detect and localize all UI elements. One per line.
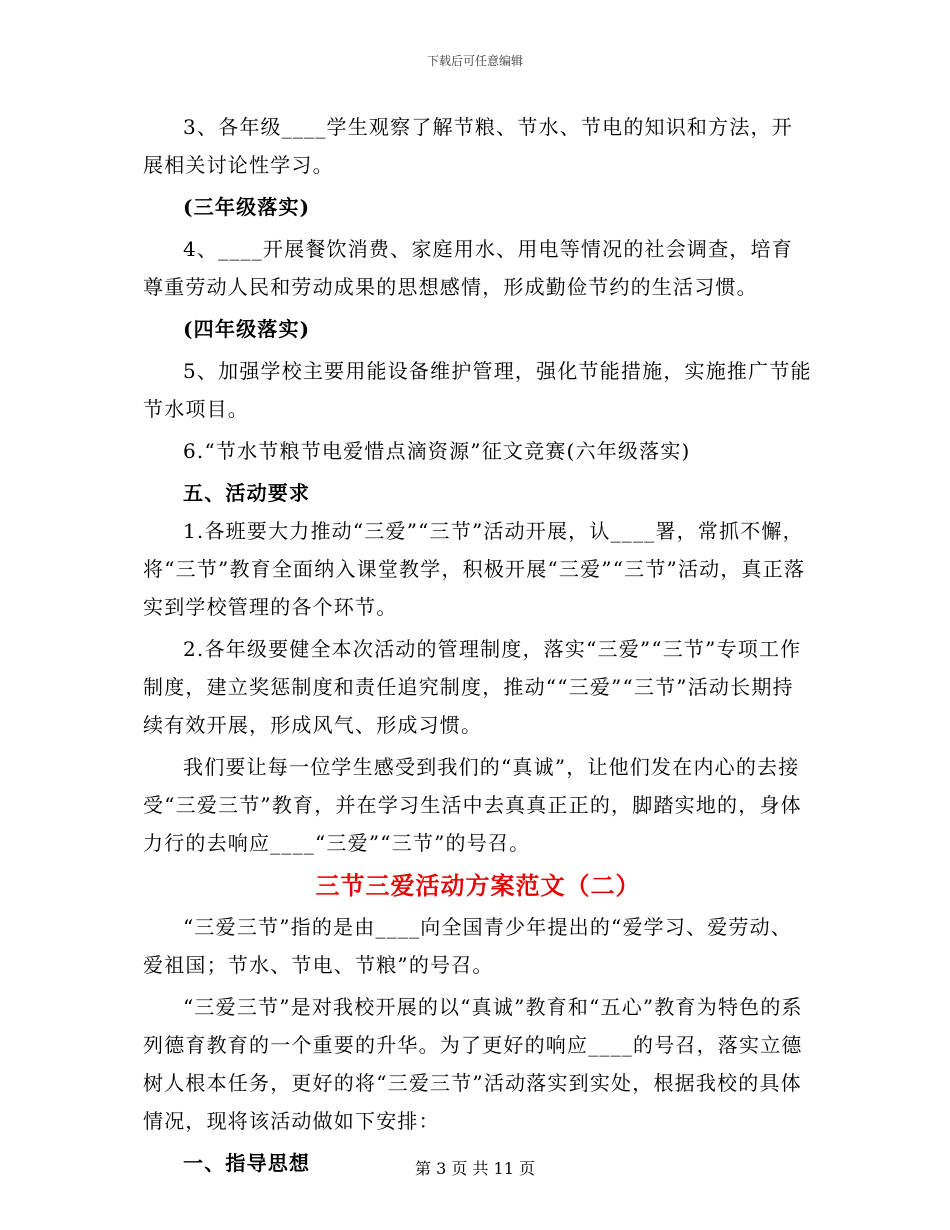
document-body [143, 108, 813, 1182]
section-heading-requirements: 五、活动要求 [183, 481, 311, 505]
paragraph-item-5: 5、加强学校主要用能设备维护管理，强化节能措施，实施推广节能节水项目。 [143, 359, 812, 421]
section-heading-guiding-thought: 一、指导思想 [183, 1151, 311, 1175]
paragraph-overview: “三爱三节”是对我校开展的以“真诚”教育和“五心”教育为特色的系列德育教育的一个重要的升华。为了更好的响应____的号召，落实立德树人根本任务，更好的将“三爱三节”活动落实到实处，根据我校的具体情况，现将该活动做如下安排： [143, 995, 803, 1133]
paragraph-requirement-1: 1.各班要大力推动“三爱”“三节”活动开展，认____署，常抓不懈，将“三节”教育全面纳入课堂教学，积极开展“三爱”“三节”活动，真正落实到学校管理的各个环节。 [143, 519, 806, 619]
paragraph-closing: 我们要让每一位学生感受到我们的“真诚”，让他们发在内心的去接受“三爱三节”教育，并在学习生活中去真真正正的，脚踏实地的，身体力行的去响应____“三爱”“三节”的号召。 [143, 755, 802, 855]
grade-note-3: (三年级落实) [183, 195, 311, 219]
paragraph-item-6: 6.“节水节粮节电爱惜点滴资源”征文竞赛(六年级落实) [183, 439, 691, 463]
paragraph-item-4: 4、____开展餐饮消费、家庭用水、用电等情况的社会调查，培育尊重劳动人民和劳动成果的思想感情，形成勤俭节约的生活习惯。 [143, 237, 793, 299]
header-note: 下载后可任意编辑 [426, 54, 523, 68]
grade-note-4: (四年级落实) [183, 317, 311, 341]
paragraph-requirement-2: 2.各年级要健全本次活动的管理制度，落实“三爱”“三节”专项工作制度，建立奖惩制度和责任追究制度，推动““三爱”“三节”活动长期持续有效开展，形成风气、形成习惯。 [143, 637, 802, 737]
section-title: 三节三爱活动方案范文（二） [315, 871, 641, 900]
paragraph-intro: “三爱三节”指的是由____向全国青少年提出的“爱学习、爱劳动、爱祖国；节水、节电、节粮”的号召。 [143, 915, 793, 977]
page-number: 第 3 页 共 11 页 [415, 1159, 535, 1178]
paragraph-item-3: 3、各年级____学生观察了解节粮、节水、节电的知识和方法，开展相关讨论性学习。 [143, 115, 793, 177]
